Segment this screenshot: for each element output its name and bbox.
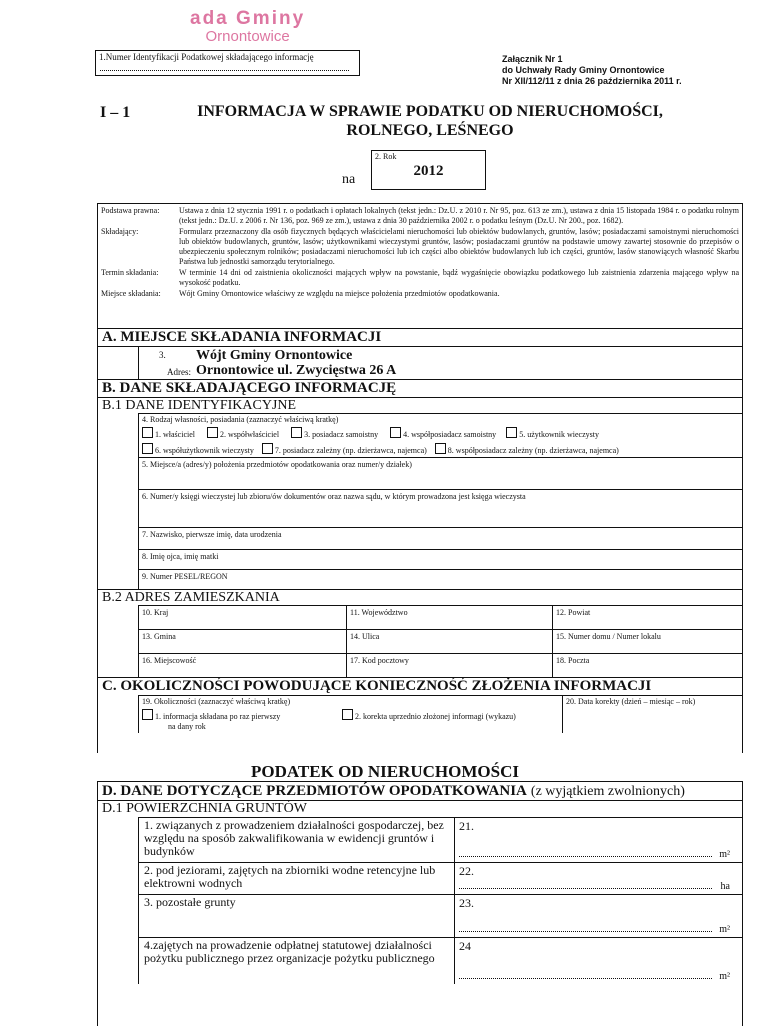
section-b2-title: B.2 ADRES ZAMIESZKANIA bbox=[98, 589, 742, 605]
pesel-field[interactable]: 9. Numer PESEL/REGON bbox=[139, 569, 742, 589]
voivodeship-field[interactable]: 11. Województwo bbox=[347, 606, 553, 629]
place-text: Wójt Gminy Ornontowice właściwy ze względu na miejsce położenia przedmiotów opodatkowania. bbox=[179, 289, 500, 298]
nip-label: 1.Numer Identyfikacji Podatkowej składającego informację bbox=[99, 52, 314, 62]
annex-line-3: Nr XII/112/11 z dnia 26 października 2011 r. bbox=[502, 76, 682, 86]
title-line-1: INFORMACJA W SPRAWIE PODATKU OD NIERUCHOMOŚCI, bbox=[197, 103, 663, 120]
filer-text: Formularz przeznaczony dla osób fizycznych będących właścicielami nieruchomości lub obiektów budowlanych, gruntów, lasów; posiadaczami samoistnymi nieruchomości lub obiektów budowlanych, gruntów, lasów; użytkownikami wieczystymi gruntów, lasów; posiadaczami gruntów na podstawie umowy zawartej stosownie do przepisów o ubezpieczeniu społecznym rolników; posiadaczami nieruchomości lub ich części albo obiektów budowlanych lub ich części, gruntów, lasów stanowiących własność Skarbu Państwa lub jednostki samorządu terytorialnego. bbox=[179, 227, 739, 266]
street-field[interactable]: 14. Ulica bbox=[347, 630, 553, 653]
ownership-option-7[interactable]: 7. posiadacz zależny (np. dzierżawca, najemca) bbox=[262, 446, 427, 455]
ownership-option-4[interactable]: 4. współposiadacz samoistny bbox=[390, 430, 496, 439]
land-row-2-desc: 2. pod jeziorami, zajętych na zbiorniki wodne retencyjne lub elektrowni wodnych bbox=[139, 863, 455, 894]
ownership-option-3[interactable]: 3. posiadacz samoistny bbox=[291, 430, 378, 439]
office-address: Ornontowice ul. Zwycięstwa 26 A bbox=[196, 363, 397, 378]
ownership-label: 4. Rodzaj własności, posiadania (zaznaczyć właściwą kratkę) bbox=[142, 415, 339, 424]
office-name: Wójt Gminy Ornontowice bbox=[196, 348, 353, 363]
address-label: Adres: bbox=[167, 367, 191, 377]
ownership-field bbox=[139, 413, 742, 457]
deadline-label: Termin składania: bbox=[101, 268, 159, 277]
post-office-field[interactable]: 18. Poczta bbox=[556, 656, 590, 665]
county-field[interactable]: 12. Powiat bbox=[556, 608, 591, 617]
year-label: 2. Rok bbox=[375, 152, 397, 161]
tax-heading: PODATEK OD NIERUCHOMOŚCI bbox=[251, 762, 519, 781]
ownership-option-2[interactable]: 2. współwłaściciel bbox=[207, 430, 279, 439]
section-d-note: (z wyjątkiem zwolnionych) bbox=[530, 784, 685, 799]
ownership-option-1[interactable]: 1. właściciel bbox=[142, 430, 195, 439]
annex-line-1: Załącznik Nr 1 bbox=[502, 54, 563, 64]
land-row-4-value[interactable]: 24 m² bbox=[459, 939, 730, 982]
title-line-2: ROLNEGO, LEŚNEGO bbox=[346, 122, 514, 139]
annex-line-2: do Uchwały Rady Gminy Ornontowice bbox=[502, 65, 665, 75]
circumstances-field bbox=[139, 696, 563, 733]
correction-option[interactable]: 2. korekta uprzednio złożonej informagi (wykazu) bbox=[342, 709, 516, 732]
deadline-text: W terminie 14 dni od zaistnienia okoliczności mających wpływ na powstanie, bądź wygaśnięcie obowiązku podatkowego lub zaistnienia zdarzenia mającego wpływ na wysokość podatku. bbox=[179, 268, 739, 287]
basis-label: Podstawa prawna: bbox=[101, 206, 160, 215]
year-field[interactable] bbox=[371, 150, 486, 190]
office-field bbox=[138, 347, 743, 379]
section-b1-title: B.1 DANE IDENTYFIKACYJNE bbox=[98, 397, 742, 413]
ownership-option-6[interactable]: 6. współużytkownik wieczysty bbox=[142, 446, 254, 455]
stamp-line-1: ada Gminy bbox=[190, 8, 306, 29]
main-form bbox=[97, 203, 743, 753]
ownership-option-8[interactable]: 8. współposiadacz zależny (np. dzierżawca, najemca) bbox=[435, 446, 619, 455]
basis-text: Ustawa z dnia 12 stycznia 1991 r. o podatkach i opłatach lokalnych (tekst jedn.: Dz.U. z 2010 r. Nr 95, poz. 613 ze zm.), ustawa z dnia 15 listopada 1984 r. o podatku rolnym (tekst jedn.: Dz.U. z 2006 r. Nr 136, poz. 969 ze zm.), ustawa z dnia 30 października 2002 r. o podatku leśnym (Dz.U. Nr 200., poz. 1682). bbox=[179, 206, 739, 225]
land-row-1-value[interactable]: 21. m² bbox=[459, 819, 730, 860]
name-birthdate-field[interactable]: 7. Nazwisko, pierwsze imię, data urodzenia bbox=[139, 527, 742, 549]
property-location-field[interactable]: 5. Miejsce/a (adres/y) położenia przedmiotów opodatkowania oraz numer/y działek) bbox=[139, 457, 742, 489]
nip-field[interactable] bbox=[95, 50, 360, 76]
section-d bbox=[97, 781, 743, 1026]
land-row-1 bbox=[139, 817, 742, 862]
country-field[interactable]: 10. Kraj bbox=[139, 606, 347, 629]
house-number-field[interactable]: 15. Numer domu / Numer lokalu bbox=[556, 632, 661, 641]
office-num: 3. bbox=[159, 350, 166, 360]
year-value: 2012 bbox=[413, 163, 444, 179]
parents-names-field[interactable]: 8. Imię ojca, imię matki bbox=[139, 549, 742, 569]
land-row-2-value[interactable]: 22. ha bbox=[459, 864, 730, 892]
na-label: na bbox=[342, 172, 356, 187]
land-row-3-value[interactable]: 23. m² bbox=[459, 896, 730, 935]
stamp-line-2: Ornontowice bbox=[205, 28, 290, 45]
commune-field[interactable]: 13. Gmina bbox=[139, 630, 347, 653]
land-row-4 bbox=[139, 937, 742, 984]
annex-note bbox=[502, 54, 682, 87]
stamp bbox=[190, 8, 305, 45]
section-d1-title: D.1 POWIERZCHNIA GRUNTÓW bbox=[98, 800, 742, 817]
legal-block bbox=[98, 204, 742, 328]
land-row-1-desc: 1. związanych z prowadzeniem działalności gospodarczej, bez względu na sposób zakwalifikowania w ewidencji gruntów i budynków bbox=[139, 818, 455, 862]
correction-date-field[interactable]: 20. Data korekty (dzień – miesiąc – rok) bbox=[566, 697, 696, 706]
postal-code-field[interactable]: 17. Kod pocztowy bbox=[347, 654, 553, 677]
section-c-title: C. OKOLICZNOŚCI POWODUJĄCE KONIECZNOŚĆ ZŁOŻENIA INFORMACJI bbox=[98, 677, 742, 695]
filer-label: Składający: bbox=[101, 227, 139, 236]
first-submission-option[interactable]: 1. informacja składana po raz pierwszy na dany rok bbox=[142, 709, 342, 732]
place-label: Miejsce składania: bbox=[101, 289, 161, 298]
section-b-title: B. DANE SKŁADAJĄCEGO INFORMACJĘ bbox=[98, 379, 742, 397]
ownership-option-5[interactable]: 5. użytkownik wieczysty bbox=[506, 430, 599, 439]
form-title bbox=[140, 102, 720, 140]
land-register-field[interactable]: 6. Numer/y księgi wieczystej lub zbioru/ów dokumentów oraz nazwa sądu, w którym prowadzona jest księga wieczysta bbox=[139, 489, 742, 527]
land-row-3-desc: 3. pozostałe grunty bbox=[139, 895, 455, 937]
section-d-header bbox=[98, 782, 742, 800]
circumstances-label: 19. Okoliczności (zaznaczyć właściwą kratkę) bbox=[142, 697, 291, 706]
section-d-title: D. DANE DOTYCZĄCE PRZEDMIOTÓW OPODATKOWANIA bbox=[102, 783, 527, 799]
land-row-3 bbox=[139, 894, 742, 937]
land-row-2 bbox=[139, 862, 742, 894]
section-a-title: A. MIEJSCE SKŁADANIA INFORMACJI bbox=[98, 328, 742, 346]
form-code: I – 1 bbox=[100, 104, 131, 121]
town-field[interactable]: 16. Miejscowość bbox=[139, 654, 347, 677]
land-row-4-desc: 4.zajętych na prowadzenie odpłatnej statutowej działalności pożytku publicznego przez organizacje pożytku publicznego bbox=[139, 938, 455, 984]
